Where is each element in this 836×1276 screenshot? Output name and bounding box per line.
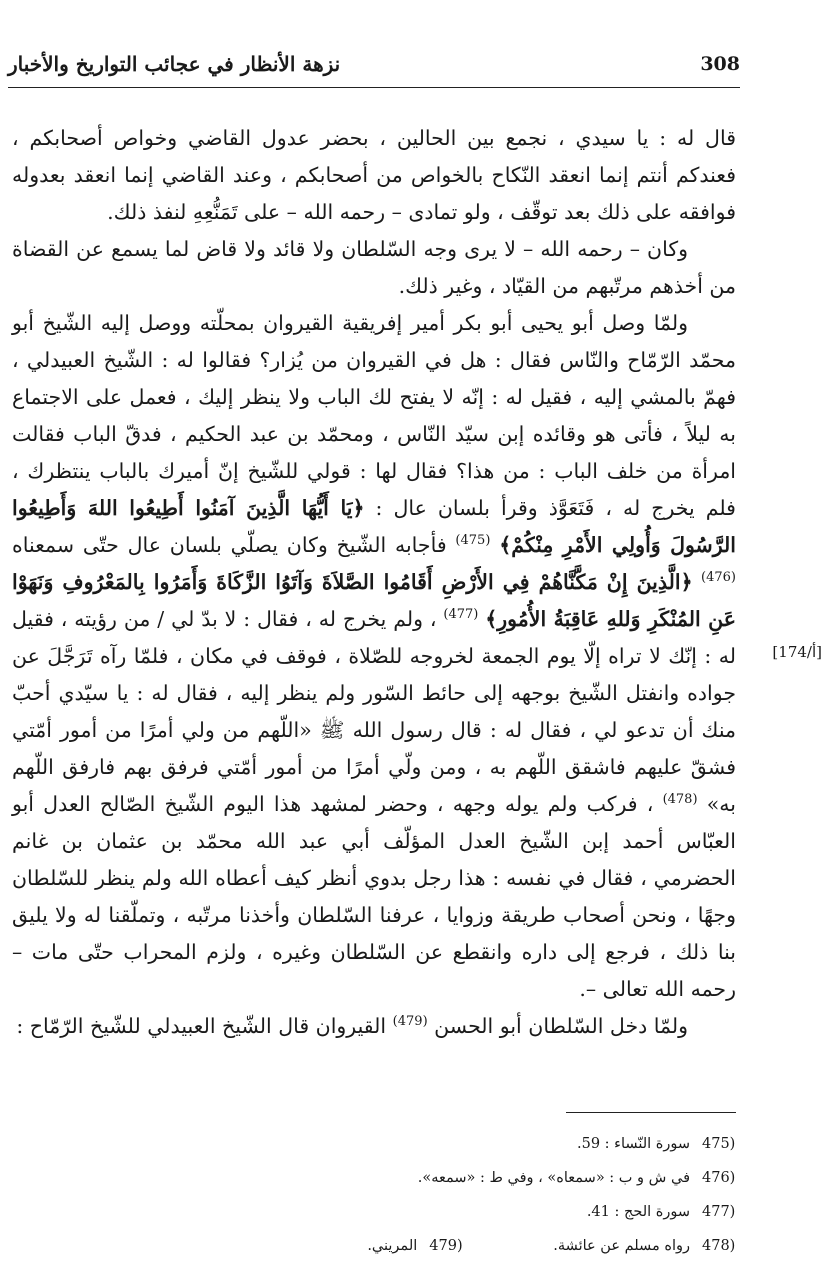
main-text	[12, 120, 736, 1045]
footnote-text: المريني.	[367, 1238, 418, 1254]
footnote-number: 477)	[702, 1204, 736, 1220]
footnote-ref-476: (476)	[701, 570, 736, 586]
footnote-ref-477: (477)	[443, 607, 479, 623]
footnote-text: سورة النّساء : 59.	[576, 1136, 690, 1152]
paragraph-3-text-b: فأجابه الشّيخ وكان يصلّي بلسان عال حتّى سمعناه	[12, 533, 447, 557]
running-title: نزهة الأنظار في عجائب التواريخ والأخبار	[8, 52, 341, 76]
quran-verse-1: ﴿يَا أَيُّهَا الَّذِينَ آمَنُوا أَطِيعُوا اللهَ وَأَطِيعُوا الرَّسُولَ وَأُولِي الأَمْرِ مِنْكُمْ﴾	[12, 496, 736, 557]
page-number: 308	[700, 52, 740, 75]
footnote-ref-475: (475)	[455, 533, 491, 549]
footnotes	[30, 1127, 736, 1263]
footnote-ref-479: (479)	[392, 1014, 428, 1030]
footnote-row	[30, 1161, 736, 1195]
paragraph-3	[12, 305, 736, 1008]
quran-verse-2: ﴿الَّذِينَ إِنْ مَكَّنَّاهُمْ فِي الأَرْضِ أَقَامُوا الصَّلاَةَ وَآتَوُا الزَّكَاةَ وَأَمَرُوا بِالمَعْرُوفِ وَنَهَوْا عَنِ المُنْكَرِ وَللهِ عَاقِبَةُ الأُمُورِ﴾	[12, 570, 736, 631]
footnote-row	[30, 1127, 736, 1161]
paragraph-3-text-d: ، فركب ولم يوله وجهه ، وحضر لمشهد هذا اليوم الشّيخ الصّالح العدل أبو العبّاس أحمد إبن الشّيخ العدل المؤلّف أبي عبد الله محمّد بن عثمان بن غانم الحضرمي ، فقال في نفسه : هذا رجل بدوي أنظر كيف أعطاه الله ولم ينظر للسّلطان وجهًا ، ونحن أصحاب طريقة وزوايا ، عرفنا السّلطان وأخذنا مرتّبه ، وتملّقنا له ولا يليق بنا ذلك ، فرجع إلى داره وانقطع عن السّلطان وغيره ، ولزم المحراب حتّى مات – رحمه الله تعالى –.	[12, 792, 736, 1001]
footnote-number: 478)	[702, 1238, 736, 1254]
footnote-477	[587, 1195, 736, 1229]
paragraph-4-text-a: ولمّا دخل السّلطان أبو الحسن	[434, 1014, 688, 1038]
margin-folio-note: [174/أ]	[772, 643, 822, 661]
paragraph-2: وكان – رحمه الله – لا يرى وجه السّلطان ولا قائد ولا قاض لما يسمع عن القضاة من أخذهم مرتّبهم من القيّاد ، وغير ذلك.	[12, 237, 736, 298]
footnote-475	[577, 1127, 736, 1161]
page-header	[8, 50, 740, 78]
paragraph-3-text-a: ولمّا وصل أبو يحيى أبو بكر أمير إفريقية القيروان بمحلّته ووصل إليه الشّيخ أبو محمّد الرّمّاح والنّاس فقال : هل في القيروان من يُزار؟ فقالوا له : الشّيخ العبيدلي ، فهمّ بالمشي إليه ، فقيل له : إنّه لا يفتح لك الباب ولا ينظر إليك ، فعمل على الاجتماع به ليلاً ، فأتى هو وقائده إبن سيّد النّاس ، ومحمّد بن عبد الحكيم ، فدقّ الباب فقالت امرأة من خلف الباب : من هذا؟ فقال لها : قولي للشّيخ إنّ أميرك بالباب ينتظرك ، فلم يخرج له ، فَتَعَوَّذ وقرأ بلسان عال :	[12, 311, 736, 520]
footnote-separator	[566, 1112, 736, 1113]
paragraph-4-text-b: القيروان قال الشّيخ العبيدلي للشّيخ الرّمّاح :	[16, 1014, 387, 1038]
paragraph-1: قال له : يا سيدي ، نجمع بين الحالين ، بحضر عدول القاضي وخواص أصحابكم ، فعندكم أنتم إنما انعقد النّكاح بالخواص من أصحابكم ، وعند القاضي إنما انعقد بعدوله فوافقه على ذلك بعد توقّف ، ولو تمادى – رحمه الله – على تَمَنُّعِهِ لنفذ ذلك.	[12, 126, 736, 224]
paragraph-4	[12, 1008, 736, 1045]
footnote-number: 479)	[429, 1238, 463, 1254]
footnote-478	[553, 1229, 736, 1263]
footnote-479	[367, 1229, 463, 1263]
footnote-row	[30, 1195, 736, 1229]
header-rule	[8, 87, 740, 88]
footnote-row	[30, 1229, 736, 1263]
footnote-ref-478: (478)	[662, 792, 698, 808]
footnote-number: 475)	[702, 1136, 736, 1152]
footnote-text: في ش و ب : «سمعاه» ، وفي ط : «سمعه».	[417, 1170, 690, 1186]
footnote-text: سورة الحج : 41.	[586, 1204, 690, 1220]
footnote-number: 476)	[702, 1170, 736, 1186]
footnote-476	[418, 1161, 736, 1195]
paragraph-3-text-c: ، ولم يخرج له ، فقال : لا بدّ لي / من رؤيته ، فقيل له : إنّك لا تراه إلّا يوم الجمعة لخروجه للصّلاة ، فوقف في مكان ، فلمّا رآه تَرَجَّلَ عن جواده وانفتل الشّيخ بوجهه إلى حائط السّور ولم ينظر إليه ، فقال له : يا سيّدي أحبّ منك أن تدعو لي ، فقال له : قال رسول الله ﷺ «اللّهم من ولي أمرًا من أمور أمّتي فشقّ عليهم فاشقق اللّهم به ، ومن ولّي أمرًا من أمور أمّتي فرفق بهم فارفق اللّهم به»	[12, 607, 736, 816]
footnote-text: رواه مسلم عن عائشة.	[553, 1238, 690, 1254]
